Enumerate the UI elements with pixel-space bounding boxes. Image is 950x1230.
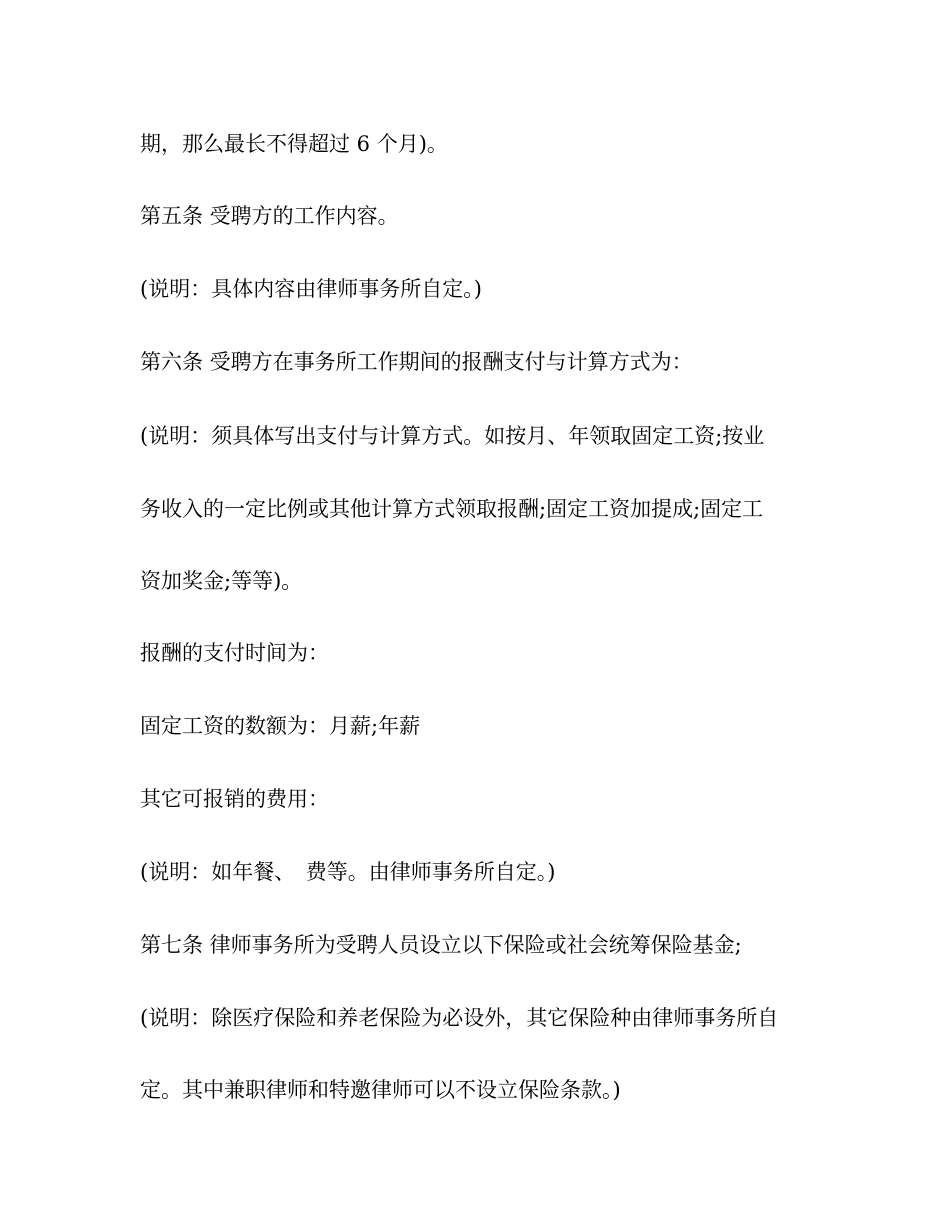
expenses-note: (说明：如年餐、 费等。由律师事务所自定。) xyxy=(140,860,556,884)
fixed-salary-line: 固定工资的数额为：月薪;年薪 xyxy=(140,714,421,738)
article-5-heading: 第五条 受聘方的工作内容。 xyxy=(140,204,399,228)
reimbursable-expenses-line: 其它可报销的费用： xyxy=(140,787,329,811)
article-6-note-line-2: 务收入的一定比例或其他计算方式领取报酬;固定工资加提成;固定工 xyxy=(140,497,764,521)
article-6-note-line-1: (说明：须具体写出支付与计算方式。如按月、年领取固定工资;按业 xyxy=(140,424,765,448)
article-7-note-line-2: 定。其中兼职律师和特邀律师可以不设立保险条款。) xyxy=(140,1078,621,1102)
article-6-heading: 第六条 受聘方在事务所工作期间的报酬支付与计算方式为： xyxy=(140,350,693,374)
article-5-note: (说明：具体内容由律师事务所自定。) xyxy=(140,277,482,301)
article-7-heading: 第七条 律师事务所为受聘人员设立以下保险或社会统筹保险基金; xyxy=(140,933,742,957)
article-7-note-line-1: (说明：除医疗保险和养老保险为必设外，其它保险种由律师事务所自 xyxy=(140,1006,779,1030)
text-line-term-limit: 期，那么最长不得超过 6 个月)。 xyxy=(140,132,448,156)
payment-time-line: 报酬的支付时间为： xyxy=(140,641,329,665)
article-6-note-line-3: 资加奖金;等等)。 xyxy=(140,569,303,593)
